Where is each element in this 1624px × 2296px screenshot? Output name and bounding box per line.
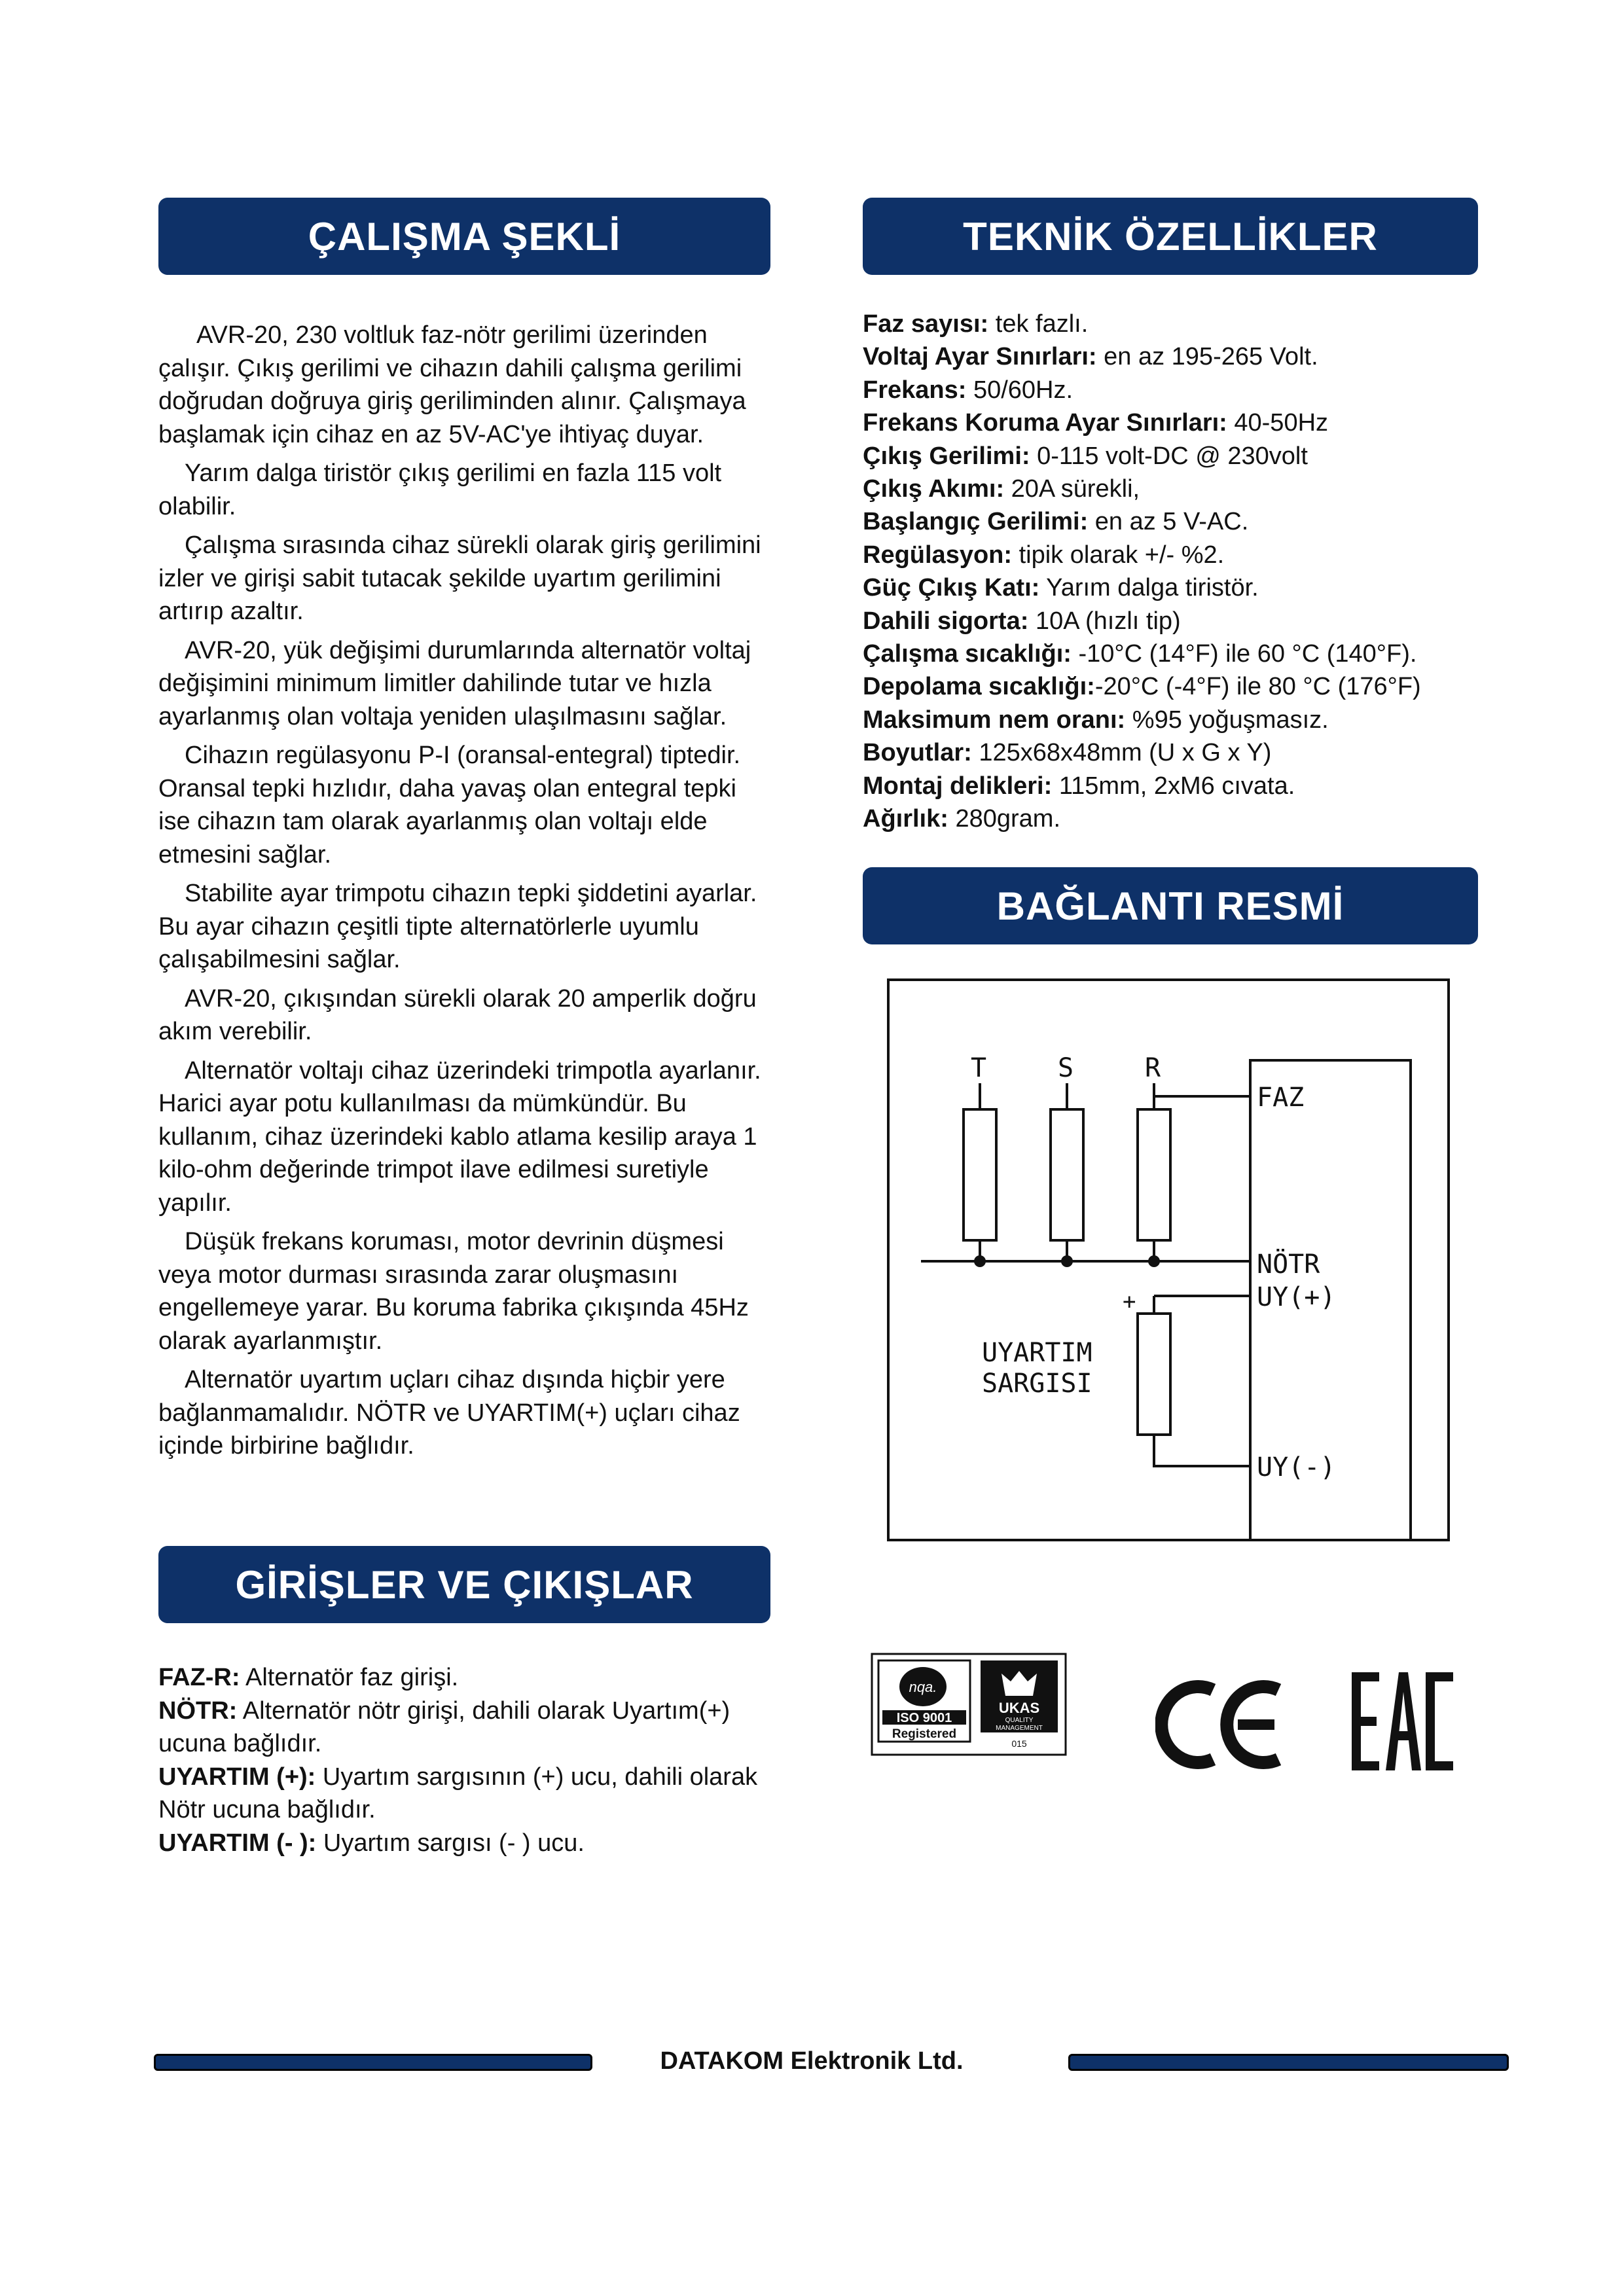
label-sargisi: SARGISI <box>982 1369 1092 1399</box>
spec-row: Çıkış Gerilimi: 0-115 volt-DC @ 230volt <box>863 442 1308 470</box>
label-t: T <box>971 1053 987 1083</box>
spec-row: Maksimum nem oranı: %95 yoğuşmasız. <box>863 706 1329 734</box>
label-s: S <box>1058 1053 1074 1083</box>
label-notr: NÖTR <box>1257 1249 1320 1280</box>
svg-text:nqa.: nqa. <box>909 1679 937 1695</box>
io-row: UYARTIM (+): Uyartım sargısının (+) ucu, dahili olarak Nötr ucuna bağlıdır. <box>158 1763 758 1823</box>
io-row: UYARTIM (- ): Uyartım sargısı (- ) ucu. <box>158 1829 585 1857</box>
svg-text:ISO 9001: ISO 9001 <box>896 1711 952 1725</box>
spec-row: Çalışma sıcaklığı: -10°C (14°F) ile 60 °C (140°F). <box>863 640 1417 668</box>
svg-text:015: 015 <box>1011 1738 1027 1749</box>
spec-row: Boyutlar: 125x68x48mm (U x G x Y) <box>863 739 1272 767</box>
spec-row: Faz sayısı: tek fazlı. <box>863 310 1089 338</box>
paragraph: Düşük frekans koruması, motor devrinin düşmesi veya motor durması sırasında zarar oluşmasını engellemeye yarar. Bu koruma fabrika çıkışında 45Hz olarak ayarlanmıştır. <box>158 1228 749 1355</box>
nqa-ukas-logo <box>871 1653 1067 1756</box>
spec-row: Dahili sigorta: 10A (hızlı tip) <box>863 607 1181 635</box>
paragraph: Yarım dalga tiristör çıkış gerilimi en fazla 115 volt olabilir. <box>158 459 722 520</box>
paragraph: AVR-20, 230 voltluk faz-nötr gerilimi üzerinden çalışır. Çıkış gerilimi ve cihazın dahili çalışma gerilimi doğrudan doğruya giriş geriliminden alınır. Çalışmaya başlamak için cihaz en az 5V-AC'ye ihtiyaç duyar. <box>158 321 746 448</box>
label-uy-plus: UY(+) <box>1257 1282 1336 1312</box>
spec-row: Ağırlık: 280gram. <box>863 805 1060 833</box>
paragraph: AVR-20, yük değişimi durumlarında alternatör voltaj değişimini minimum limitler dahilinde tutar ve hızla ayarlanmış olan voltaja yeniden ulaşılmasını sağlar. <box>158 636 751 730</box>
resistor-r <box>1138 1109 1170 1240</box>
footer-bar-left <box>154 2054 592 2071</box>
label-r: R <box>1145 1053 1161 1083</box>
io-row: FAZ-R: Alternatör faz girişi. <box>158 1664 459 1691</box>
footer-company: DATAKOM Elektronik Ltd. <box>660 2047 964 2075</box>
spec-row: Regülasyon: tipik olarak +/- %2. <box>863 541 1225 569</box>
header-teknik-ozellikler: TEKNİK ÖZELLİKLER <box>863 198 1478 275</box>
exciter-winding <box>1138 1314 1170 1435</box>
paragraph: Stabilite ayar trimpotu cihazın tepki şiddetini ayarlar. Bu ayar cihazın çeşitli tipte alternatörlerle uyumlu çalışabilmesini sağlar. <box>158 880 757 973</box>
svg-text:QUALITY: QUALITY <box>1005 1717 1034 1724</box>
paragraph: Alternatör uyartım uçları cihaz dışında hiçbir yere bağlanmamalıdır. NÖTR ve UYARTIM(+) uçları cihaz içinde birbirine bağlıdır. <box>158 1366 740 1460</box>
io-list <box>158 1661 770 1859</box>
paragraph: Cihazın regülasyonu P-I (oransal-entegral) tiptedir. Oransal tepki hızlıdır, daha yavaş olan entegral tepki ise cihazın tam olarak ayarlanmış olan voltajı elde etmesini sağlar. <box>158 742 741 869</box>
spec-row: Başlangıç Gerilimi: en az 5 V-AC. <box>863 508 1249 536</box>
svg-text:MANAGEMENT: MANAGEMENT <box>996 1725 1043 1732</box>
footer-bar-right <box>1068 2054 1509 2071</box>
header-calisma-sekli: ÇALIŞMA ŞEKLİ <box>158 198 770 275</box>
ce-mark-logo <box>1155 1676 1286 1772</box>
paragraph: Alternatör voltajı cihaz üzerindeki trimpotla ayarlanır. Harici ayar potu kullanılması da mümkündür. Bu kullanım, cihaz üzerindeki kablo atlama kesilip araya 1 kilo-ohm değerinde trimpot ilave edilmesi suretiyle yapılır. <box>158 1056 761 1217</box>
spec-row: Voltaj Ayar Sınırları: en az 195-265 Volt. <box>863 343 1318 371</box>
spec-row: Güç Çıkış Katı: Yarım dalga tiristör. <box>863 574 1259 602</box>
label-faz: FAZ <box>1257 1083 1305 1113</box>
paragraph: Çalışma sırasında cihaz sürekli olarak giriş gerilimini izler ve girişi sabit tutacak şekilde uyartım gerilimini artırıp azaltır. <box>158 531 761 625</box>
resistor-t <box>964 1109 996 1240</box>
spec-row: Frekans: 50/60Hz. <box>863 376 1074 404</box>
svg-text:Registered: Registered <box>892 1727 957 1741</box>
spec-row: Frekans Koruma Ayar Sınırları: 40-50Hz <box>863 409 1329 437</box>
label-uyartim: UYARTIM <box>982 1338 1092 1368</box>
spec-row: Depolama sıcaklığı:-20°C (-4°F) ile 80 °C (176°F) <box>863 673 1421 701</box>
header-girisler-cikislar: GİRİŞLER VE ÇIKIŞLAR <box>158 1546 770 1623</box>
header-baglanti-resmi: BAĞLANTI RESMİ <box>863 867 1478 944</box>
spec-list <box>863 308 1491 836</box>
paragraph: AVR-20, çıkışından sürekli olarak 20 amperlik doğru akım verebilir. <box>158 984 757 1045</box>
spec-row: Çıkış Akımı: 20A sürekli, <box>863 475 1140 503</box>
svg-text:UKAS: UKAS <box>998 1700 1040 1716</box>
connection-diagram <box>887 978 1450 1541</box>
io-row: NÖTR: Alternatör nötr girişi, dahili olarak Uyartım(+) ucuna bağlıdır. <box>158 1696 731 1757</box>
resistor-s <box>1051 1109 1083 1240</box>
eac-mark-logo <box>1352 1672 1453 1770</box>
label-plus: + <box>1123 1289 1136 1315</box>
label-uy-minus: UY(-) <box>1257 1452 1336 1482</box>
calisma-text <box>158 319 770 1469</box>
spec-row: Montaj delikleri: 115mm, 2xM6 cıvata. <box>863 772 1295 800</box>
